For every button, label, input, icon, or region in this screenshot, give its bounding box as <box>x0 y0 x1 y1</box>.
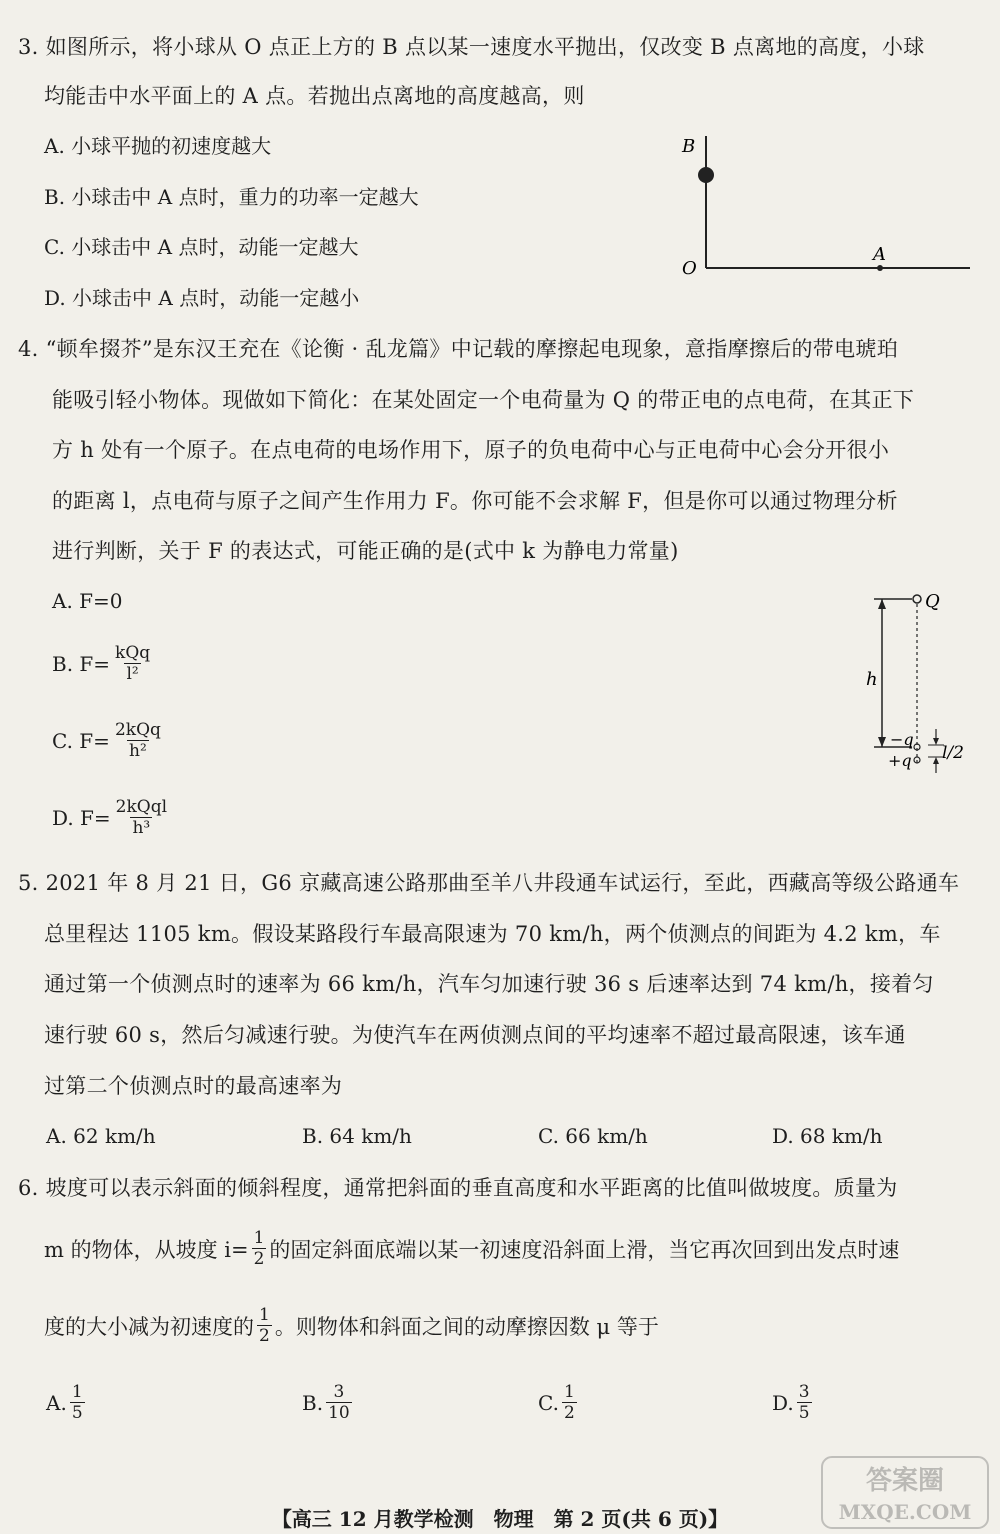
q6-line-3-fraction <box>257 1305 272 1346</box>
q3-option-b: B. 小球击中 A 点时，重力的功率一定越大 <box>44 185 419 209</box>
q6-option-b-prefix: B. <box>302 1390 324 1415</box>
q4-line-3: 方 h 处有一个原子。在点电荷的电场作用下，原子的负电荷中心与正电荷中心会分开很小 <box>52 438 890 462</box>
q6-line-2-denominator: 2 <box>253 1249 265 1269</box>
q4-option-b-denominator: l² <box>126 664 139 684</box>
q4-option-d-denominator: h³ <box>132 818 151 838</box>
q6-option-d <box>772 1382 815 1423</box>
q6-option-c-denominator: 2 <box>563 1403 575 1423</box>
label-h: h <box>866 669 878 690</box>
q6-option-b-denominator: 10 <box>328 1403 350 1423</box>
q4-option-d-fraction <box>114 797 169 838</box>
label-o: O <box>682 258 697 278</box>
q4-option-b-prefix: B. F= <box>52 651 111 676</box>
q4-option-c-fraction <box>113 720 163 761</box>
q6-line-1: 6. 坡度可以表示斜面的倾斜程度，通常把斜面的垂直高度和水平距离的比值叫做坡度。质量为 <box>18 1176 898 1200</box>
q3-line-2: 均能击中水平面上的 A 点。若抛出点离地的高度越高，则 <box>44 84 585 108</box>
q6-option-a-prefix: A. <box>46 1390 67 1415</box>
q4-option-d <box>52 797 172 838</box>
q6-line-2-numerator: 1 <box>253 1228 265 1248</box>
q6-line-3-post: 。则物体和斜面之间的动摩擦因数 μ 等于 <box>274 1314 659 1339</box>
q5-option-c: C. 66 km/h <box>538 1124 648 1148</box>
ball-icon <box>698 167 714 183</box>
watermark-top: 答案圈 <box>865 1466 945 1496</box>
q6-option-d-denominator: 5 <box>798 1403 810 1423</box>
q6-option-c <box>538 1382 580 1423</box>
q4-option-b <box>52 643 155 684</box>
page-footer: 【高三 12 月教学检测 物理 第 2 页(共 6 页)】 <box>271 1507 729 1531</box>
q6-line-2-pre: m 的物体，从坡度 i= <box>44 1237 249 1262</box>
q6-line-3-denominator: 2 <box>259 1326 270 1346</box>
q6-option-a <box>46 1382 88 1423</box>
q3-line-1: 3. 如图所示，将小球从 O 点正上方的 B 点以某一速度水平抛出，仅改变 B 点离地的高度，小球 <box>18 35 925 59</box>
label-negative-q: −q <box>890 730 914 749</box>
label-q: Q <box>925 591 940 612</box>
watermark-logo <box>820 1455 990 1530</box>
q5-option-a: A. 62 km/h <box>46 1124 156 1148</box>
q6-option-d-fraction <box>797 1382 812 1423</box>
q6-line-2 <box>44 1228 899 1269</box>
watermark-bottom: MXQE.COM <box>838 1500 972 1524</box>
q6-option-b <box>302 1382 355 1423</box>
q5-line-5: 过第二个侦测点时的最高速率为 <box>44 1074 343 1098</box>
q4-line-2: 能吸引轻小物体。现做如下简化：在某处固定一个电荷量为 Q 的带正电的点电荷，在其正下 <box>52 388 915 412</box>
q3-option-c: C. 小球击中 A 点时，动能一定越大 <box>44 235 359 259</box>
q6-option-c-prefix: C. <box>538 1390 559 1415</box>
q6-option-d-numerator: 3 <box>798 1382 810 1402</box>
q6-option-b-fraction <box>326 1382 352 1423</box>
q5-line-1: 5. 2021 年 8 月 21 日，G6 京藏高速公路那曲至羊八井段通车试运行，至此，西藏高等级公路通车 <box>18 871 960 895</box>
q5-option-b: B. 64 km/h <box>302 1124 412 1148</box>
q6-line-3-pre: 度的大小减为初速度的 <box>44 1314 254 1339</box>
q4-option-c <box>52 720 166 761</box>
q4-option-c-denominator: h² <box>129 741 147 761</box>
q4-option-b-fraction <box>113 643 152 684</box>
label-positive-q: +q <box>888 751 912 770</box>
q4-option-d-numerator: 2kQql <box>115 797 168 817</box>
q4-option-a: A. F=0 <box>52 589 123 613</box>
q6-option-a-fraction <box>70 1382 85 1423</box>
q5-line-4: 速行驶 60 s，然后匀减速行驶。为使汽车在两侦测点间的平均速率不超过最高限速，该车通 <box>44 1023 906 1047</box>
label-a: A <box>873 244 886 265</box>
q6-line-3-numerator: 1 <box>259 1305 270 1325</box>
q5-line-3: 通过第一个侦测点时的速率为 66 km/h，汽车匀加速行驶 36 s 后速率达到 74 km/h，接着匀 <box>44 972 934 996</box>
q4-charge-figure <box>860 585 990 780</box>
q4-option-c-prefix: C. F= <box>52 728 110 753</box>
q6-line-2-fraction <box>252 1228 267 1269</box>
q4-line-1: 4. “顿牟掇芥”是东汉王充在《论衡 · 乱龙篇》中记载的摩擦起电现象，意指摩擦后的带电琥珀 <box>18 337 899 361</box>
q6-option-b-numerator: 3 <box>333 1382 345 1402</box>
q4-option-b-numerator: kQq <box>115 643 151 663</box>
q4-line-5: 进行判断，关于 F 的表达式，可能正确的是(式中 k 为静电力常量) <box>52 539 679 563</box>
q6-line-2-post: 的固定斜面底端以某一初速度沿斜面上滑，当它再次回到出发点时速 <box>269 1237 900 1262</box>
q4-option-c-numerator: 2kQq <box>114 720 161 740</box>
q4-option-d-prefix: D. F= <box>52 805 111 830</box>
q5-option-d: D. 68 km/h <box>772 1124 883 1148</box>
label-l-half: l/2 <box>942 743 964 763</box>
q6-option-c-numerator: 1 <box>563 1382 575 1402</box>
label-b: B <box>682 136 696 157</box>
point-a-dot <box>877 265 883 271</box>
q6-option-a-denominator: 5 <box>71 1403 83 1423</box>
q5-line-2: 总里程达 1105 km。假设某路段行车最高限速为 70 km/h，两个侦测点的间距为 4.2 km，车 <box>44 922 941 946</box>
q3-projectile-figure <box>670 128 980 278</box>
q6-option-c-fraction <box>562 1382 577 1423</box>
q3-option-d: D. 小球击中 A 点时，动能一定越小 <box>44 286 360 310</box>
q3-option-a: A. 小球平抛的初速度越大 <box>44 134 272 158</box>
charge-q-icon <box>913 595 921 603</box>
q6-option-a-numerator: 1 <box>71 1382 83 1402</box>
q6-option-d-prefix: D. <box>772 1390 794 1415</box>
q6-line-3 <box>44 1305 659 1346</box>
q4-line-4: 的距离 l，点电荷与原子之间产生作用力 F。你可能不会求解 F，但是你可以通过物理分析 <box>52 489 898 513</box>
